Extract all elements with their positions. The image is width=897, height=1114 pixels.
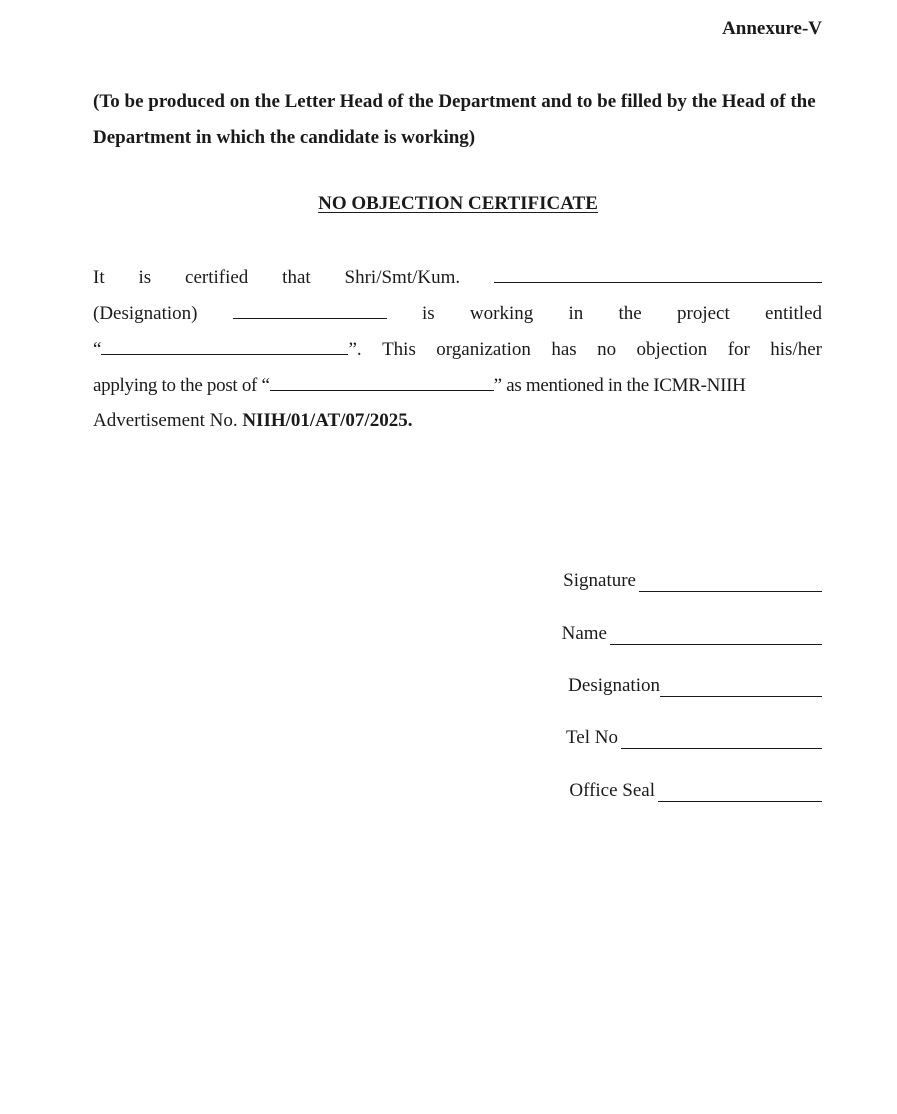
annexure-label: Annexure-V bbox=[722, 18, 822, 39]
advertisement-number: NIIH/01/AT/07/2025. bbox=[242, 410, 413, 431]
word: for bbox=[727, 339, 750, 360]
signature-blank[interactable] bbox=[639, 573, 822, 592]
name-row bbox=[562, 619, 822, 645]
tel-no-blank[interactable] bbox=[621, 730, 822, 749]
office-seal-row bbox=[569, 776, 822, 802]
office-seal-label: Office Seal bbox=[569, 780, 655, 801]
word: has bbox=[551, 339, 577, 360]
close-quote: ”. bbox=[348, 339, 362, 360]
word: It bbox=[93, 267, 105, 288]
word: project bbox=[677, 303, 730, 324]
word: This bbox=[382, 339, 416, 360]
word: no bbox=[597, 339, 617, 360]
certificate-title: NO OBJECTION CERTIFICATE bbox=[318, 193, 598, 214]
candidate-name-blank[interactable] bbox=[494, 264, 822, 283]
project-title-field bbox=[93, 336, 362, 363]
designation-blank[interactable] bbox=[233, 300, 387, 319]
designation-row bbox=[568, 671, 822, 697]
project-title-blank[interactable] bbox=[101, 336, 348, 355]
tel-no-row bbox=[566, 723, 822, 749]
signature-row bbox=[563, 566, 822, 592]
word: (Designation) bbox=[93, 303, 198, 324]
word: in bbox=[568, 303, 584, 324]
tel-no-label: Tel No bbox=[566, 727, 618, 748]
body-line-1 bbox=[93, 264, 822, 290]
office-seal-blank[interactable] bbox=[658, 783, 822, 802]
word: the bbox=[618, 303, 642, 324]
designation-sign-blank[interactable] bbox=[660, 678, 822, 697]
word: working bbox=[469, 303, 534, 324]
instruction-note: (To be produced on the Letter Head of the Department and to be filled by the Head of the Department in which the candidate is working) bbox=[93, 91, 816, 148]
word: certified bbox=[185, 267, 249, 288]
word: Shri/Smt/Kum. bbox=[344, 267, 461, 288]
body-line-3 bbox=[93, 336, 822, 362]
designation-label: Designation bbox=[568, 675, 660, 696]
word: his/her bbox=[770, 339, 822, 360]
word: that bbox=[282, 267, 311, 288]
line4-end: ” as mentioned in the ICMR-NIIH bbox=[493, 375, 746, 396]
body-line-2 bbox=[93, 300, 822, 326]
signature-label: Signature bbox=[563, 570, 636, 591]
word: is bbox=[421, 303, 435, 324]
body-line-5 bbox=[93, 408, 822, 434]
word: is bbox=[138, 267, 152, 288]
post-name-blank[interactable] bbox=[270, 372, 494, 391]
body-line-4 bbox=[93, 372, 822, 398]
line4-start: applying to the post of “ bbox=[93, 375, 270, 396]
word: organization bbox=[436, 339, 531, 360]
name-label: Name bbox=[561, 623, 607, 644]
open-quote: “ bbox=[93, 339, 102, 360]
word: entitled bbox=[765, 303, 822, 324]
name-blank[interactable] bbox=[610, 626, 822, 645]
advertisement-label: Advertisement No. bbox=[93, 410, 238, 431]
word: objection bbox=[636, 339, 708, 360]
